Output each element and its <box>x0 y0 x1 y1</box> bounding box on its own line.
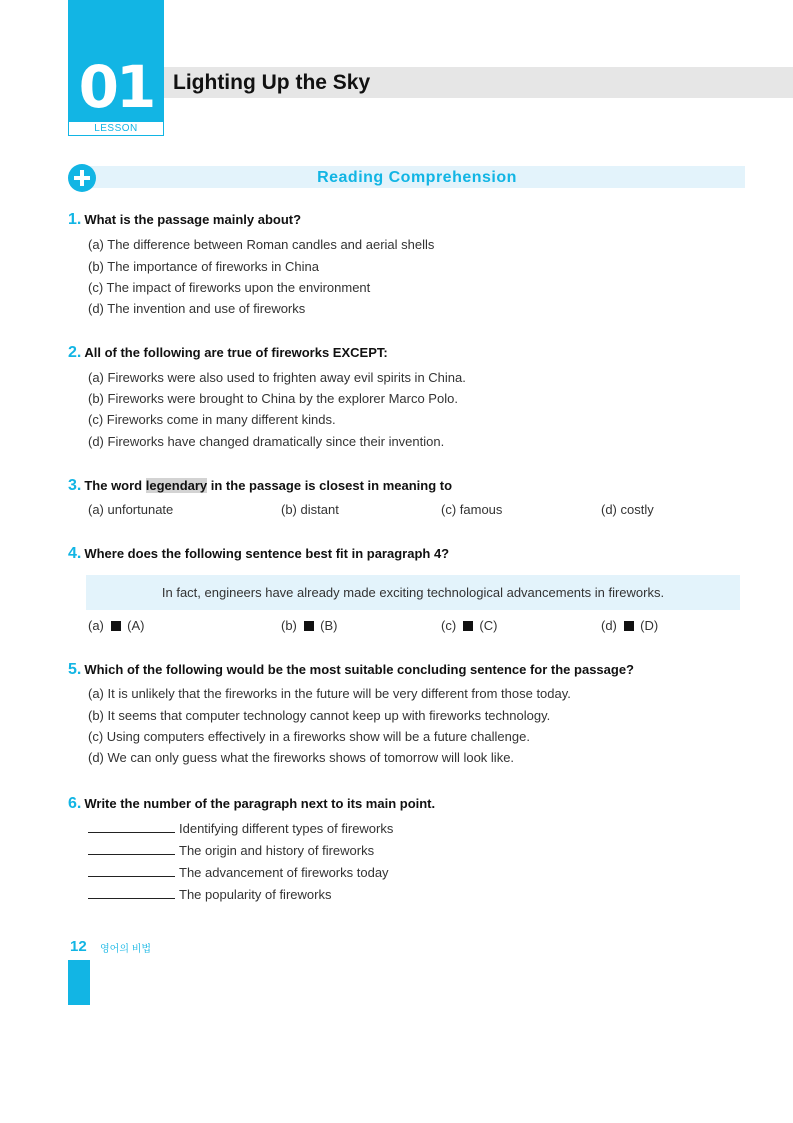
option[interactable]: (d) costly <box>601 502 654 517</box>
question-1 <box>68 212 301 228</box>
option[interactable]: (b) distant <box>281 502 339 517</box>
insert-sentence: In fact, engineers have already made exciting technological advancements in fireworks. <box>161 585 665 600</box>
option[interactable]: (d) The invention and use of fireworks <box>88 301 306 316</box>
option[interactable]: (b) The importance of fireworks in China <box>88 259 319 274</box>
question-5 <box>68 662 634 678</box>
question-number: 3. <box>68 477 82 494</box>
question-4 <box>68 546 449 562</box>
answer-blank[interactable] <box>88 843 175 855</box>
blank-item <box>88 865 389 881</box>
blank-item <box>88 887 331 903</box>
highlighted-word: legendary <box>145 478 208 493</box>
option[interactable]: (d) Fireworks have changed dramatically since their invention. <box>88 434 445 449</box>
question-text-after: in the passage is closest in meaning to <box>207 478 453 493</box>
question-text: All of the following are true of fireworks EXCEPT: <box>84 345 388 360</box>
blank-item-label: The advancement of fireworks today <box>179 865 389 880</box>
option[interactable]: (a) It is unlikely that the fireworks in the future will be very different from those today. <box>88 686 571 701</box>
option-target: (A) <box>127 618 145 633</box>
option[interactable]: (d) We can only guess what the fireworks shows of tomorrow will look like. <box>88 750 515 765</box>
option[interactable] <box>601 618 658 634</box>
question-text: Which of the following would be the most suitable concluding sentence for the passage? <box>84 662 634 677</box>
question-3 <box>68 478 452 494</box>
blank-item-label: Identifying different types of fireworks <box>179 821 394 836</box>
option[interactable]: (c) Using computers effectively in a fireworks show will be a future challenge. <box>88 729 530 744</box>
option[interactable]: (a) Fireworks were also used to frighten away evil spirits in China. <box>88 370 466 385</box>
question-number: 6. <box>68 795 82 812</box>
book-title: 영어의 비법 <box>100 944 152 955</box>
option[interactable] <box>281 618 337 634</box>
square-marker-icon <box>463 621 473 631</box>
option[interactable]: (c) famous <box>441 502 503 517</box>
option-prefix: (a) <box>88 618 104 633</box>
option-target: (D) <box>640 618 659 633</box>
option[interactable]: (c) Fireworks come in many different kinds. <box>88 412 336 427</box>
lesson-label: LESSON <box>68 121 164 136</box>
question-number: 2. <box>68 344 82 361</box>
option[interactable]: (c) The impact of fireworks upon the environment <box>88 280 371 295</box>
option-target: (B) <box>320 618 338 633</box>
option[interactable]: (a) unfortunate <box>88 502 174 517</box>
square-marker-icon <box>304 621 314 631</box>
blank-item <box>88 821 393 837</box>
option-prefix: (b) <box>281 618 297 633</box>
option[interactable]: (a) The difference between Roman candles and aerial shells <box>88 237 435 252</box>
option-target: (C) <box>479 618 498 633</box>
option[interactable] <box>88 618 144 634</box>
question-number: 4. <box>68 545 82 562</box>
question-number: 1. <box>68 211 82 228</box>
question-text: Write the number of the paragraph next to its main point. <box>84 796 436 811</box>
question-number: 5. <box>68 661 82 678</box>
blank-item <box>88 843 374 859</box>
blank-item-label: The origin and history of fireworks <box>179 843 375 858</box>
option[interactable] <box>441 618 497 634</box>
question-text: Where does the following sentence best fit in paragraph 4? <box>84 546 450 561</box>
page-tab <box>68 960 90 1005</box>
square-marker-icon <box>111 621 121 631</box>
question-text-before: The word <box>84 478 146 493</box>
blank-item-label: The popularity of fireworks <box>179 887 332 902</box>
lesson-number: 01 <box>78 53 154 121</box>
question-2 <box>68 345 388 361</box>
option-prefix: (d) <box>601 618 617 633</box>
question-text: What is the passage mainly about? <box>84 212 302 227</box>
answer-blank[interactable] <box>88 887 175 899</box>
answer-blank[interactable] <box>88 865 175 877</box>
option-prefix: (c) <box>441 618 457 633</box>
option[interactable]: (b) Fireworks were brought to China by the explorer Marco Polo. <box>88 391 458 406</box>
section-title: Reading Comprehension <box>317 169 517 186</box>
option[interactable]: (b) It seems that computer technology cannot keep up with fireworks technology. <box>88 708 551 723</box>
square-marker-icon <box>624 621 634 631</box>
page-number: 12 <box>70 938 87 955</box>
answer-blank[interactable] <box>88 821 175 833</box>
question-6 <box>68 796 435 812</box>
page-title: Lighting Up the Sky <box>173 71 371 94</box>
